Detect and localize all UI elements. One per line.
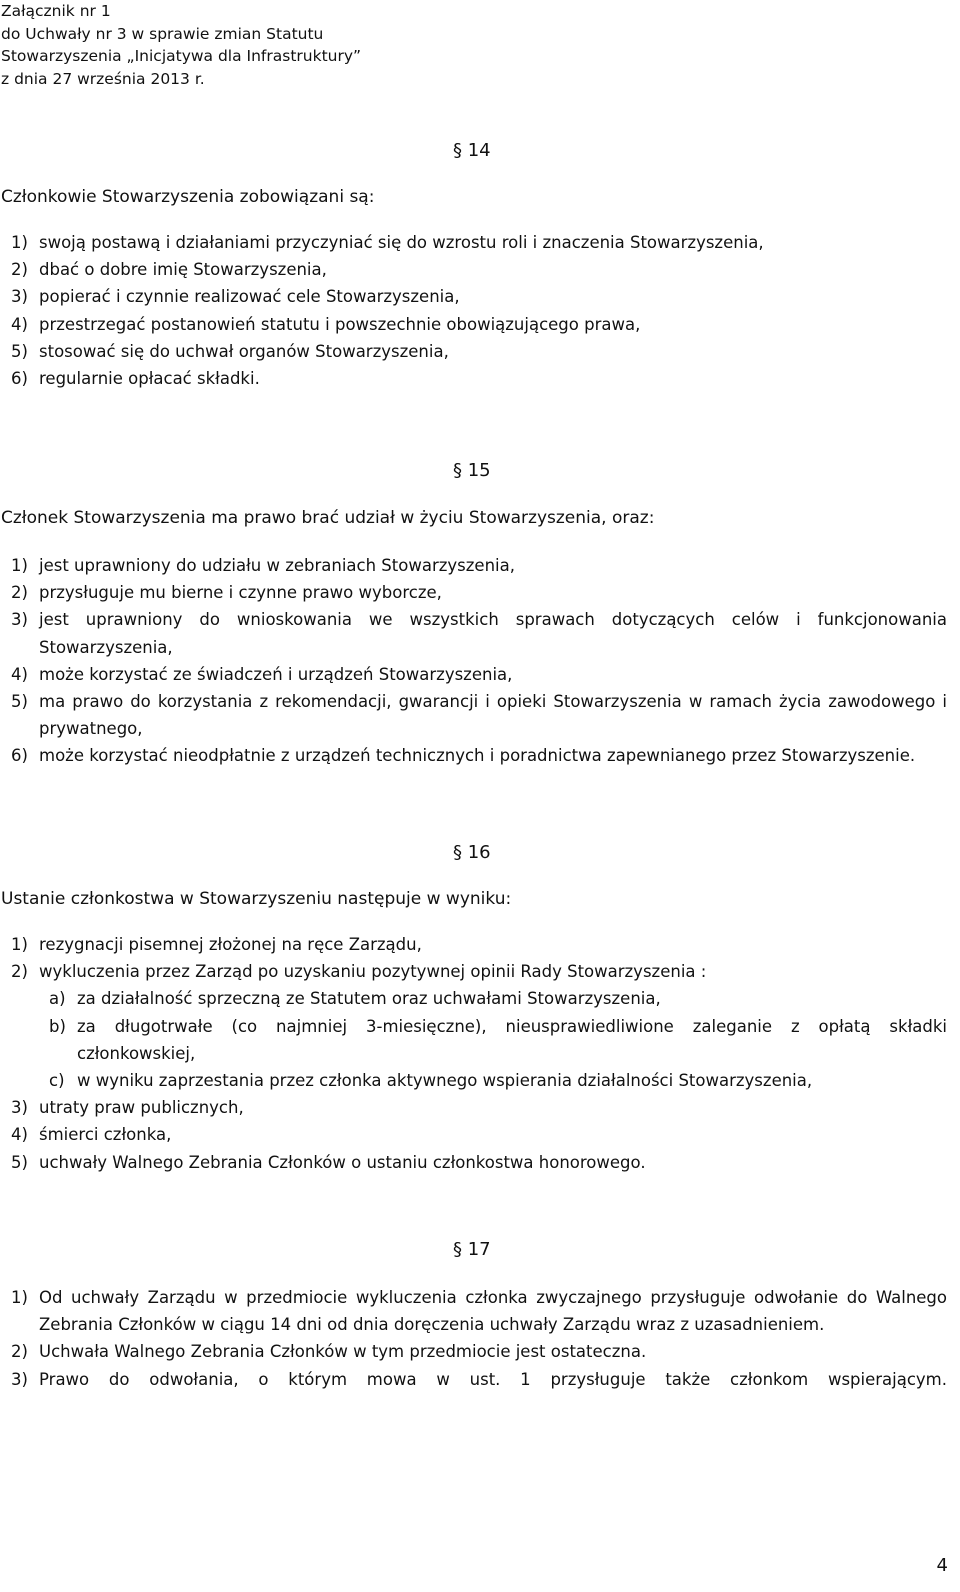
list-number: 5)	[11, 692, 28, 712]
list-text: jest uprawniony do wnioskowania we wszystkich sprawach dotyczących celów i funkcjonowania Stowarzyszenia,	[39, 610, 947, 657]
page-number: 4	[936, 1555, 948, 1576]
list-item	[1, 229, 947, 256]
section-14-intro: Członkowie Stowarzyszenia zobowiązani są:	[1, 187, 375, 207]
section-16-intro: Ustanie członkostwa w Stowarzyszeniu następuje w wyniku:	[1, 889, 512, 909]
list-item	[1, 742, 947, 769]
list-number: 4)	[11, 664, 28, 684]
list-number: 1)	[11, 935, 28, 954]
list-text: za działalność sprzeczną ze Statutem oraz uchwałami Stowarzyszenia,	[77, 989, 661, 1009]
list-item	[1, 688, 947, 742]
list-text: swoją postawą i działaniami przyczyniać się do wzrostu roli i znaczenia Stowarzyszenia,	[39, 233, 764, 252]
sub-list-item	[39, 1013, 947, 1067]
list-number: 5)	[11, 1152, 28, 1172]
list-item	[1, 256, 947, 283]
list-item	[1, 579, 947, 606]
list-text: ma prawo do korzystania z rekomendacji, gwarancji i opieki Stowarzyszenia w ramach życia zawodowego i prywatnego,	[39, 692, 947, 739]
list-item	[1, 661, 947, 688]
list-text: rezygnacji pisemnej złożonej na ręce Zarządu,	[39, 935, 422, 954]
section-14-list	[1, 229, 947, 392]
list-item	[1, 1338, 947, 1365]
list-text: jest uprawniony do udziału w zebraniach Stowarzyszenia,	[39, 556, 515, 575]
list-item	[1, 1121, 947, 1148]
section-15-title: § 15	[453, 460, 491, 481]
header-resolution-line: do Uchwały nr 3 w sprawie zmian Statutu	[1, 24, 324, 43]
section-16-list	[1, 931, 947, 1176]
list-number: 2)	[11, 962, 28, 982]
list-text: może korzystać nieodpłatnie z urządzeń technicznych i poradnictwa zapewnianego przez Stowarzyszenie.	[39, 746, 916, 766]
list-text: Od uchwały Zarządu w przedmiocie wykluczenia członka zwyczajnego przysługuje odwołanie do Walnego Zebrania Członków w ciągu 14 dni od dnia doręczenia uchwały Zarządu wraz z uzasadnieniem.	[39, 1288, 947, 1335]
list-number: 6)	[11, 746, 28, 766]
list-text: regularnie opłacać składki.	[39, 369, 260, 389]
sub-list-item	[39, 985, 947, 1012]
section-15-intro: Członek Stowarzyszenia ma prawo brać udział w życiu Stowarzyszenia, oraz:	[1, 508, 655, 528]
list-number: b)	[49, 1016, 66, 1036]
list-number: c)	[49, 1071, 65, 1091]
header-date-line: z dnia 27 września 2013 r.	[1, 69, 205, 88]
list-text: dbać o dobre imię Stowarzyszenia,	[39, 260, 327, 280]
list-item	[1, 338, 947, 365]
list-number: 1)	[11, 233, 28, 252]
section-17-title: § 17	[453, 1239, 491, 1260]
list-text: przestrzegać postanowień statutu i powszechnie obowiązującego prawa,	[39, 314, 641, 334]
list-text: uchwały Walnego Zebrania Członków o ustaniu członkostwa honorowego.	[39, 1152, 646, 1172]
list-text: utraty praw publicznych,	[39, 1098, 244, 1118]
list-text: w wyniku zaprzestania przez członka aktywnego wspierania działalności Stowarzyszenia,	[77, 1071, 813, 1091]
list-number: 3)	[11, 1369, 28, 1389]
list-number: a)	[49, 989, 66, 1009]
list-item	[1, 365, 947, 392]
list-item	[1, 931, 947, 958]
list-number: 3)	[11, 287, 28, 307]
list-item	[1, 606, 947, 660]
section-17-list	[1, 1284, 947, 1393]
list-item	[1, 311, 947, 338]
list-number: 1)	[11, 556, 28, 575]
list-number: 2)	[11, 260, 28, 280]
list-text: wykluczenia przez Zarząd po uzyskaniu pozytywnej opinii Rady Stowarzyszenia :	[39, 962, 707, 982]
list-item	[1, 1366, 947, 1393]
list-number: 3)	[11, 1098, 28, 1118]
list-number: 5)	[11, 341, 28, 361]
list-number: 4)	[11, 314, 28, 334]
document-header	[1, 0, 361, 90]
list-text: za długotrwałe (co najmniej 3-miesięczne), nieusprawiedliwione zaleganie z opłatą składki członkowskiej,	[77, 1016, 947, 1063]
list-text: przysługuje mu bierne i czynne prawo wyborcze,	[39, 583, 442, 603]
list-item	[1, 958, 947, 985]
list-item	[1, 1094, 947, 1121]
list-number: 6)	[11, 369, 28, 389]
list-item	[1, 1284, 947, 1338]
header-association-line: Stowarzyszenia „Inicjatywa dla Infrastruktury”	[1, 47, 362, 65]
list-number: 2)	[11, 583, 28, 603]
list-number: 2)	[11, 1342, 28, 1362]
section-15-list	[1, 552, 947, 770]
list-text: śmierci członka,	[39, 1125, 172, 1145]
sub-list-item	[39, 1067, 947, 1094]
list-text: stosować się do uchwał organów Stowarzyszenia,	[39, 341, 449, 361]
list-number: 3)	[11, 610, 28, 630]
list-number: 1)	[11, 1288, 28, 1307]
list-text: Uchwała Walnego Zebrania Członków w tym przedmiocie jest ostateczna.	[39, 1342, 647, 1362]
header-annex-line: Załącznik nr 1	[1, 2, 111, 20]
list-text: Prawo do odwołania, o którym mowa w ust. 1 przysługuje także członkom wspierającym.	[39, 1369, 947, 1389]
list-text: popierać i czynnie realizować cele Stowarzyszenia,	[39, 287, 460, 307]
list-item	[1, 1149, 947, 1176]
list-item	[1, 552, 947, 579]
section-14-title: § 14	[453, 140, 491, 161]
list-item	[1, 283, 947, 310]
list-text: może korzystać ze świadczeń i urządzeń Stowarzyszenia,	[39, 664, 513, 684]
list-number: 4)	[11, 1125, 28, 1145]
section-16-title: § 16	[453, 842, 491, 863]
